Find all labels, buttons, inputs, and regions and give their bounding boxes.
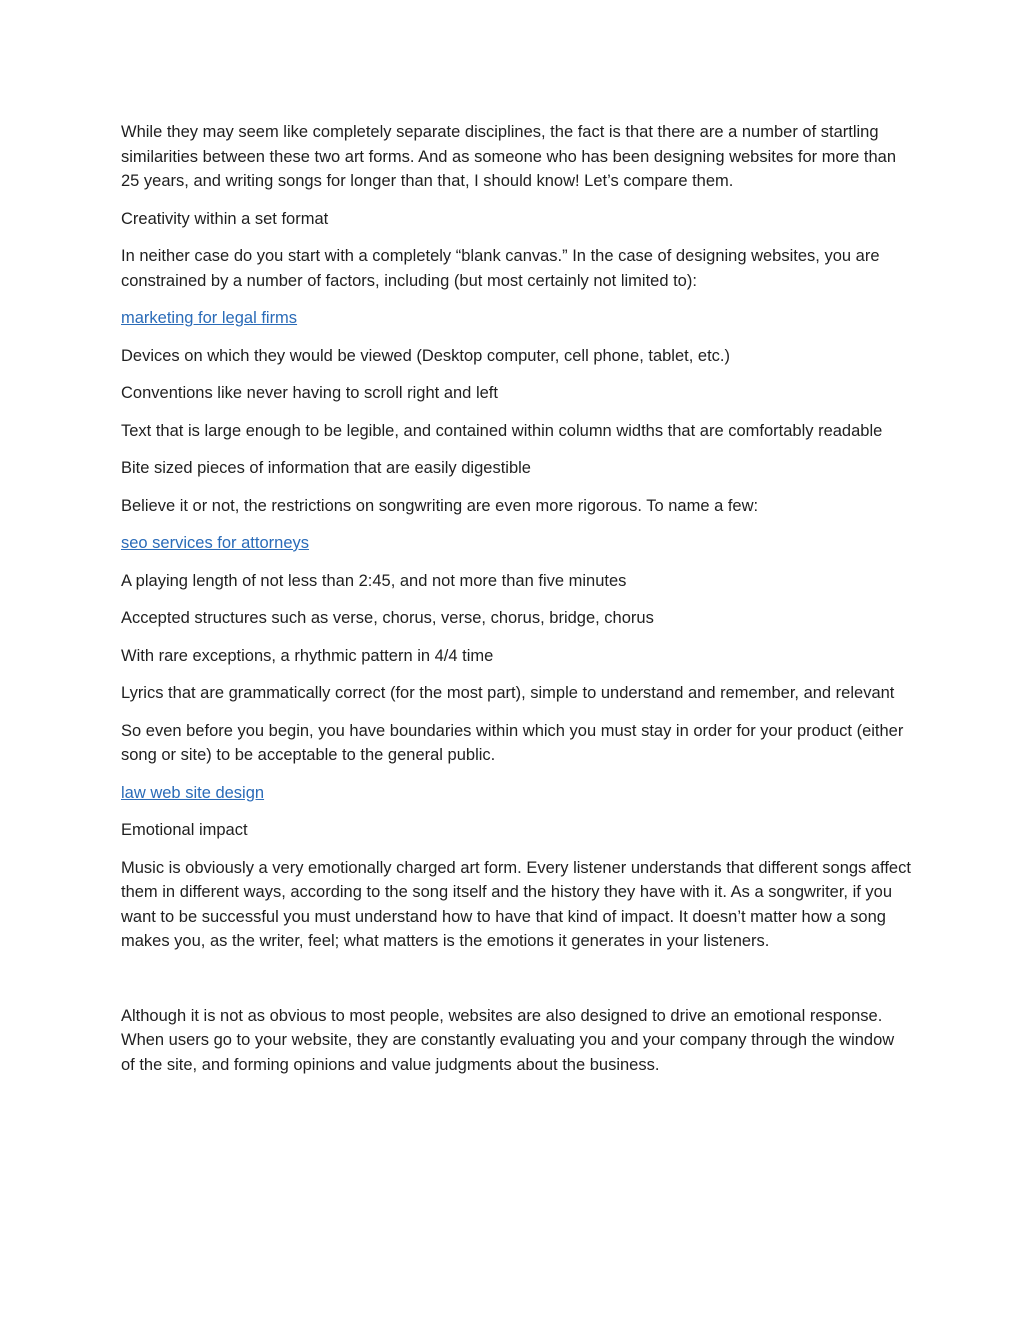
paragraph: Conventions like never having to scroll right and left: [121, 384, 498, 402]
link-paragraph: [121, 531, 911, 556]
paragraph: Although it is not as obvious to most people, websites are also designed to drive an emotional response. When users go to your website, they are constantly evaluating you and your company through the window of the site, and forming opinions and value judgments about the business.: [121, 1006, 895, 1074]
link-paragraph: [121, 781, 911, 806]
paragraph: In neither case do you start with a completely “blank canvas.” In the case of designing websites, you are constrained by a number of factors, including (but most certainly not limited to):: [121, 247, 880, 290]
section-heading: Emotional impact: [121, 821, 248, 839]
link-paragraph: [121, 306, 911, 331]
paragraph: With rare exceptions, a rhythmic pattern in 4/4 time: [121, 646, 494, 665]
paragraph: Lyrics that are grammatically correct (for the most part), simple to understand and remember, and relevant: [121, 684, 895, 702]
paragraph: Devices on which they would be viewed (Desktop computer, cell phone, tablet, etc.): [121, 346, 730, 365]
link-marketing-for-legal-firms[interactable]: marketing for legal firms: [121, 309, 298, 327]
paragraph: Believe it or not, the restrictions on songwriting are even more rigorous. To name a few:: [121, 496, 759, 515]
blank-line: [121, 967, 911, 1004]
paragraph: While they may seem like completely separate disciplines, the fact is that there are a number of startling similarities between these two art forms. And as someone who has been designing websites for more than 25 years, and writing songs for longer than that, I should know! Let’s compare them.: [121, 123, 896, 190]
link-law-web-site-design[interactable]: law web site design: [121, 783, 265, 802]
link-seo-services-for-attorneys[interactable]: seo services for attorneys: [121, 534, 309, 552]
document-body: [121, 120, 911, 1090]
paragraph: Accepted structures such as verse, chorus, verse, chorus, bridge, chorus: [121, 609, 654, 627]
paragraph: Text that is large enough to be legible, and contained within column widths that are comfortably readable: [121, 421, 883, 440]
paragraph: So even before you begin, you have boundaries within which you must stay in order for your product (either song or site) to be acceptable to the general public.: [121, 721, 904, 764]
paragraph: Bite sized pieces of information that are easily digestible: [121, 459, 531, 477]
paragraph: A playing length of not less than 2:45, and not more than five minutes: [121, 571, 627, 590]
paragraph: Music is obviously a very emotionally charged art form. Every listener understands that different songs affect them in different ways, according to the song itself and the history they have with it. As a songwriter, if you want to be successful you must understand how to have that kind of impact. It doesn’t matter how a song makes you, as the writer, feel; what matters is the emotions it generates in your listeners.: [121, 858, 911, 950]
section-heading: Creativity within a set format: [121, 209, 329, 228]
